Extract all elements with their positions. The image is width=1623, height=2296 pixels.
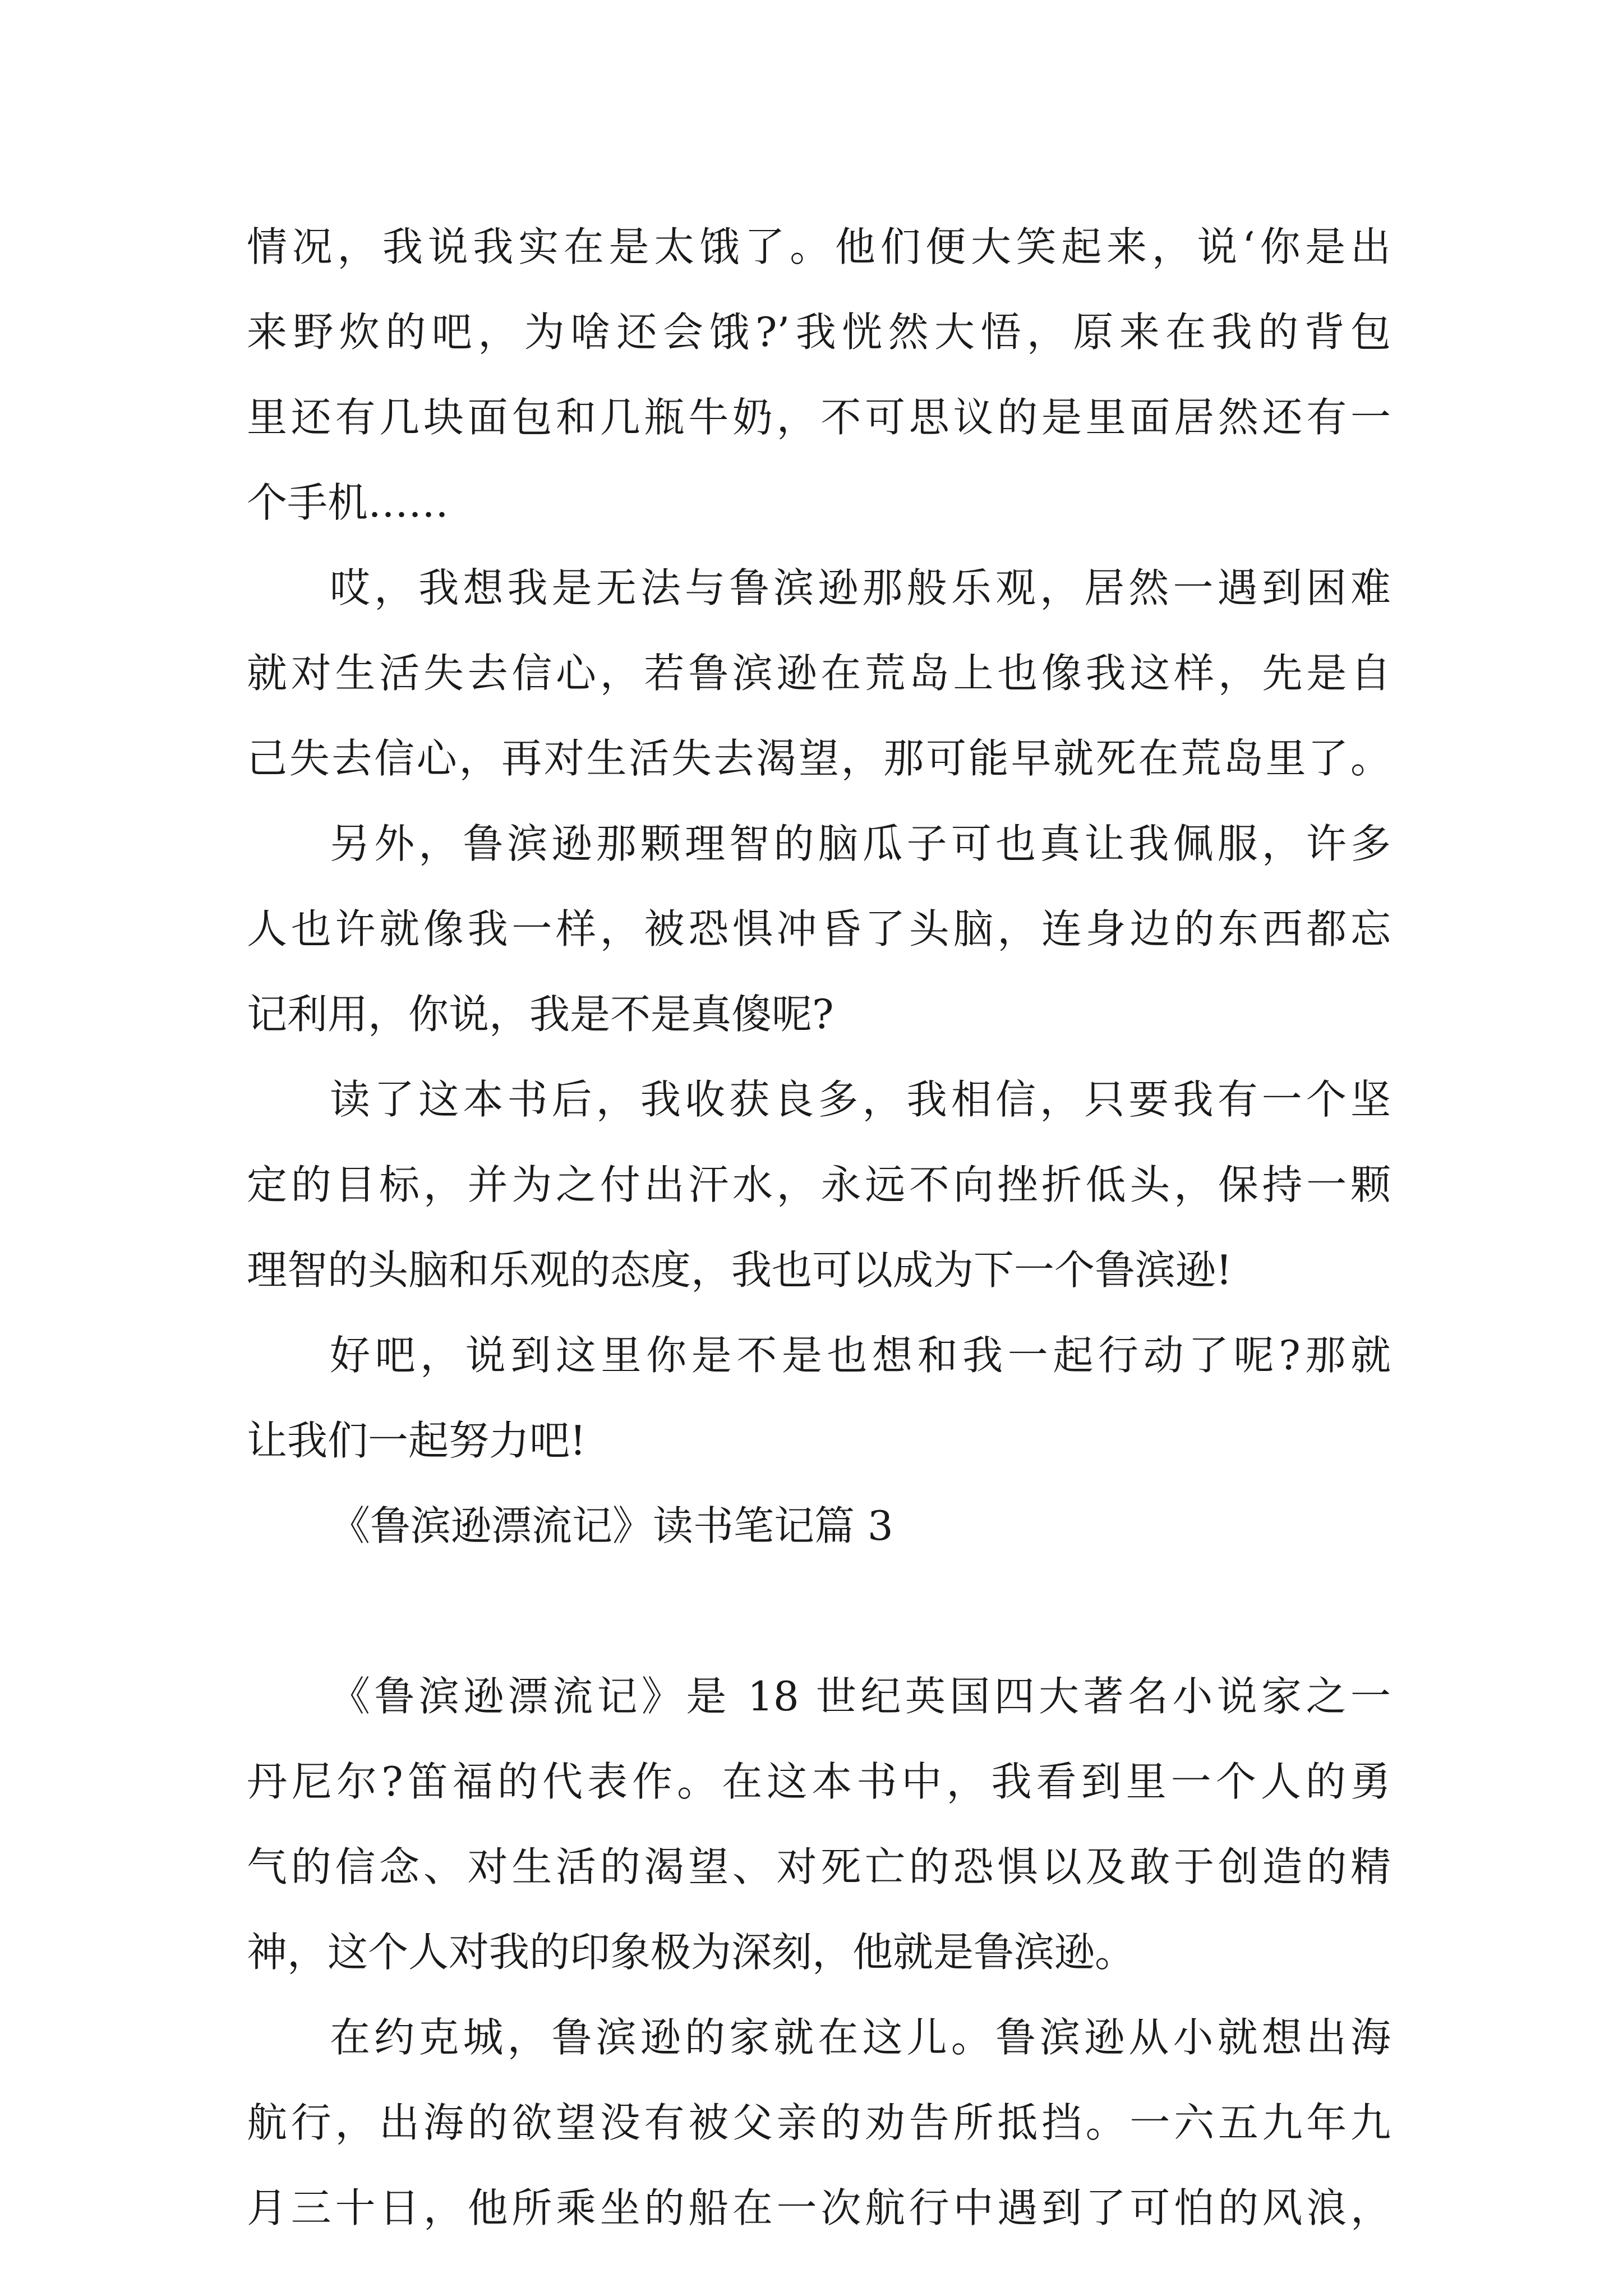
text-line: 《鲁滨逊漂流记》是 18 世纪英国四大著名小说家之一	[330, 1673, 1391, 1720]
text-line: 气的信念、对生活的渴望、对死亡的恐惧以及敢于创造的精	[247, 1843, 1391, 1890]
text-line: 个手机……	[247, 479, 449, 526]
text-line: 人也许就像我一样，被恐惧冲昏了头脑，连身边的东西都忘	[247, 905, 1391, 953]
text-line: 情况，我说我实在是太饿了。他们便大笑起来，说‘你是出	[247, 223, 1391, 270]
text-line: 记利用，你说，我是不是真傻呢?	[247, 991, 834, 1038]
text-line: 丹尼尔?笛福的代表作。在这本书中，我看到里一个人的勇	[247, 1758, 1391, 1805]
text-line: 在约克城，鲁滨逊的家就在这儿。鲁滨逊从小就想出海	[330, 2014, 1391, 2061]
text-line: 己失去信心，再对生活失去渴望，那可能早就死在荒岛里了。	[247, 735, 1391, 782]
text-line: 航行，出海的欲望没有被父亲的劝告所抵挡。一六五九年九	[247, 2099, 1391, 2146]
text-line: 月三十日，他所乘坐的船在一次航行中遇到了可怕的风浪，	[247, 2184, 1391, 2231]
text-line: 好吧，说到这里你是不是也想和我一起行动了呢?那就	[330, 1332, 1391, 1379]
text-line: 让我们一起努力吧!	[247, 1417, 586, 1464]
text-line: 来野炊的吧，为啥还会饿?’我恍然大悟，原来在我的背包	[247, 309, 1391, 356]
text-line: 里还有几块面包和几瓶牛奶，不可思议的是里面居然还有一	[247, 394, 1391, 441]
text-line: 另外，鲁滨逊那颗理智的脑瓜子可也真让我佩服，许多	[330, 820, 1391, 867]
section-heading: 《鲁滨逊漂流记》读书笔记篇 3	[330, 1502, 893, 1549]
text-line: 读了这本书后，我收获良多，我相信，只要我有一个坚	[330, 1076, 1391, 1123]
text-line: 就对生活失去信心，若鲁滨逊在荒岛上也像我这样，先是自	[247, 650, 1391, 697]
text-line: 理智的头脑和乐观的态度，我也可以成为下一个鲁滨逊!	[247, 1246, 1232, 1294]
text-line: 神，这个人对我的印象极为深刻，他就是鲁滨逊。	[247, 1929, 1136, 1976]
text-line: 定的目标，并为之付出汗水，永远不向挫折低头，保持一颗	[247, 1161, 1391, 1208]
text-line: 哎，我想我是无法与鲁滨逊那般乐观，居然一遇到困难	[330, 564, 1391, 611]
